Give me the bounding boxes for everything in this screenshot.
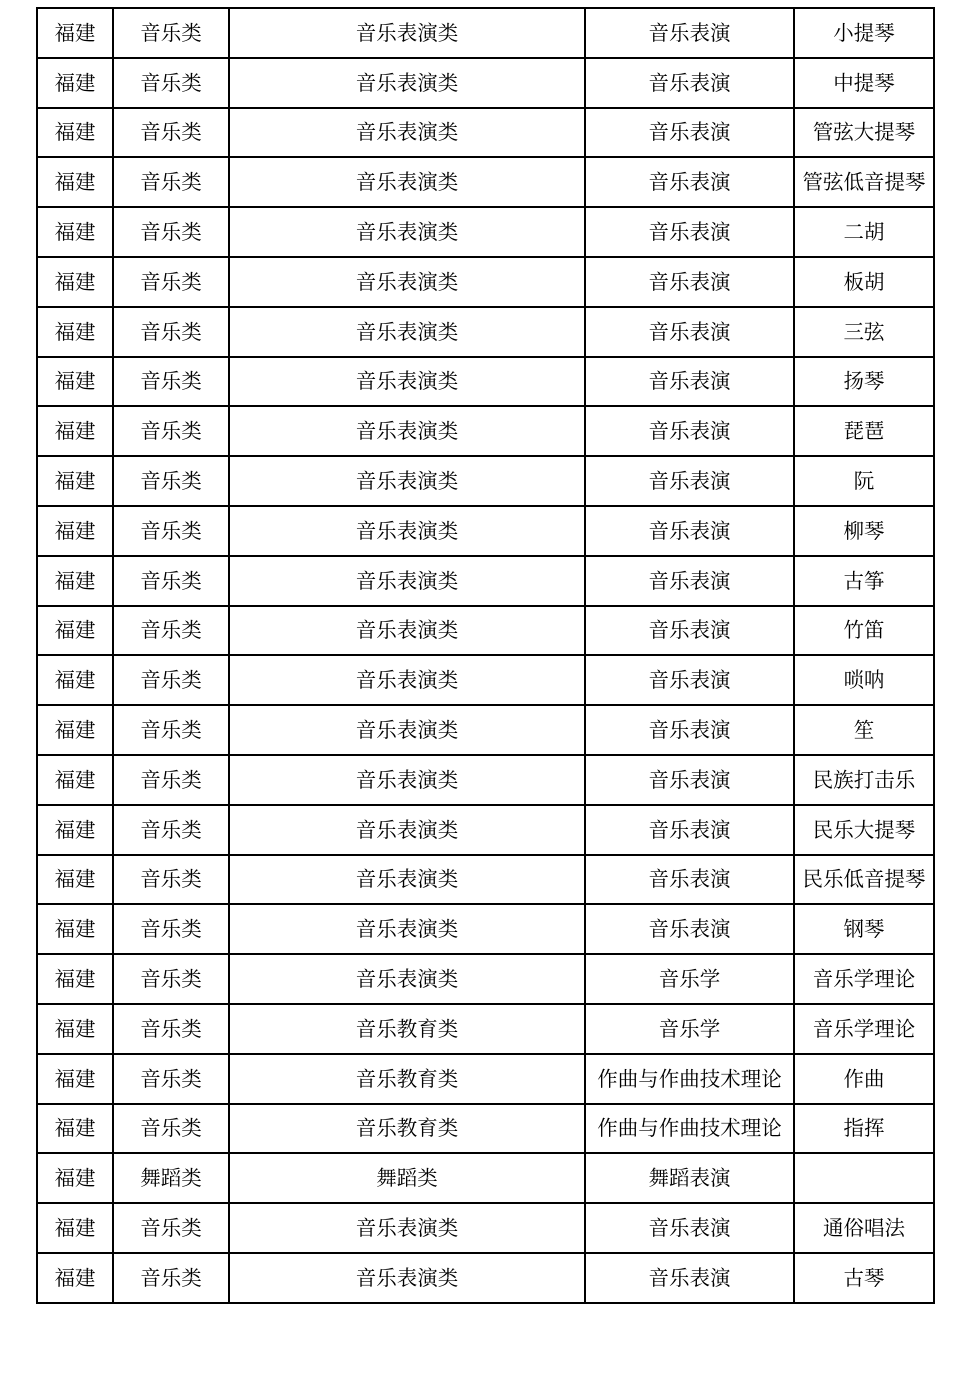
subcategory-cell: 音乐表演类 xyxy=(229,805,585,855)
major-cell: 音乐表演 xyxy=(585,8,794,58)
table-row xyxy=(37,855,934,905)
subcategory-cell: 音乐表演类 xyxy=(229,855,585,905)
category-cell: 音乐类 xyxy=(113,307,229,357)
category-cell: 音乐类 xyxy=(113,8,229,58)
instrument-cell: 琵琶 xyxy=(794,406,934,456)
category-cell: 音乐类 xyxy=(113,506,229,556)
major-cell: 音乐学 xyxy=(585,1004,794,1054)
table-body xyxy=(37,8,934,1303)
instrument-cell: 民族打击乐 xyxy=(794,755,934,805)
province-cell: 福建 xyxy=(37,58,113,108)
category-cell: 音乐类 xyxy=(113,1004,229,1054)
table-row xyxy=(37,108,934,158)
subcategory-cell: 音乐表演类 xyxy=(229,506,585,556)
instrument-cell: 作曲 xyxy=(794,1054,934,1104)
major-cell: 音乐表演 xyxy=(585,606,794,656)
subcategory-cell: 音乐表演类 xyxy=(229,257,585,307)
major-cell: 音乐表演 xyxy=(585,1203,794,1253)
category-cell: 音乐类 xyxy=(113,855,229,905)
subcategory-cell: 音乐表演类 xyxy=(229,307,585,357)
province-cell: 福建 xyxy=(37,456,113,506)
table-row xyxy=(37,1203,934,1253)
table-row xyxy=(37,456,934,506)
major-cell: 音乐表演 xyxy=(585,1253,794,1303)
instrument-cell: 管弦大提琴 xyxy=(794,108,934,158)
province-cell: 福建 xyxy=(37,357,113,407)
data-table xyxy=(36,7,935,1304)
table-row xyxy=(37,257,934,307)
province-cell: 福建 xyxy=(37,954,113,1004)
category-cell: 音乐类 xyxy=(113,655,229,705)
table-row xyxy=(37,406,934,456)
table-row xyxy=(37,655,934,705)
province-cell: 福建 xyxy=(37,1054,113,1104)
major-cell: 音乐表演 xyxy=(585,307,794,357)
subcategory-cell: 音乐教育类 xyxy=(229,1054,585,1104)
table-row xyxy=(37,1153,934,1203)
table-row xyxy=(37,506,934,556)
major-cell: 音乐表演 xyxy=(585,655,794,705)
instrument-cell: 指挥 xyxy=(794,1104,934,1154)
table-row xyxy=(37,805,934,855)
subcategory-cell: 音乐表演类 xyxy=(229,1203,585,1253)
major-cell: 音乐表演 xyxy=(585,855,794,905)
category-cell: 音乐类 xyxy=(113,1104,229,1154)
province-cell: 福建 xyxy=(37,1104,113,1154)
instrument-cell: 通俗唱法 xyxy=(794,1203,934,1253)
instrument-cell: 小提琴 xyxy=(794,8,934,58)
subcategory-cell: 音乐表演类 xyxy=(229,456,585,506)
major-cell: 音乐学 xyxy=(585,954,794,1004)
subcategory-cell: 音乐表演类 xyxy=(229,357,585,407)
table-row xyxy=(37,58,934,108)
province-cell: 福建 xyxy=(37,755,113,805)
table-row xyxy=(37,157,934,207)
category-cell: 音乐类 xyxy=(113,805,229,855)
instrument-cell: 笙 xyxy=(794,705,934,755)
major-cell: 音乐表演 xyxy=(585,108,794,158)
province-cell: 福建 xyxy=(37,1253,113,1303)
instrument-cell: 三弦 xyxy=(794,307,934,357)
major-cell: 作曲与作曲技术理论 xyxy=(585,1104,794,1154)
subcategory-cell: 音乐表演类 xyxy=(229,1253,585,1303)
subcategory-cell: 音乐教育类 xyxy=(229,1004,585,1054)
instrument-cell: 民乐大提琴 xyxy=(794,805,934,855)
province-cell: 福建 xyxy=(37,257,113,307)
province-cell: 福建 xyxy=(37,506,113,556)
category-cell: 音乐类 xyxy=(113,157,229,207)
instrument-cell: 唢呐 xyxy=(794,655,934,705)
province-cell: 福建 xyxy=(37,157,113,207)
instrument-cell: 柳琴 xyxy=(794,506,934,556)
province-cell: 福建 xyxy=(37,1004,113,1054)
category-cell: 音乐类 xyxy=(113,108,229,158)
major-cell: 音乐表演 xyxy=(585,456,794,506)
major-cell: 音乐表演 xyxy=(585,556,794,606)
category-cell: 音乐类 xyxy=(113,1203,229,1253)
major-cell: 音乐表演 xyxy=(585,207,794,257)
major-cell: 音乐表演 xyxy=(585,58,794,108)
instrument-cell: 板胡 xyxy=(794,257,934,307)
subcategory-cell: 音乐表演类 xyxy=(229,904,585,954)
table-row xyxy=(37,207,934,257)
major-cell: 音乐表演 xyxy=(585,805,794,855)
table-row xyxy=(37,1054,934,1104)
category-cell: 音乐类 xyxy=(113,406,229,456)
province-cell: 福建 xyxy=(37,307,113,357)
instrument-cell: 钢琴 xyxy=(794,904,934,954)
subcategory-cell: 音乐表演类 xyxy=(229,406,585,456)
category-cell: 音乐类 xyxy=(113,556,229,606)
category-cell: 音乐类 xyxy=(113,954,229,1004)
table-row xyxy=(37,904,934,954)
subcategory-cell: 音乐表演类 xyxy=(229,606,585,656)
subcategory-cell: 音乐教育类 xyxy=(229,1104,585,1154)
category-cell: 音乐类 xyxy=(113,1253,229,1303)
instrument-cell: 竹笛 xyxy=(794,606,934,656)
province-cell: 福建 xyxy=(37,705,113,755)
province-cell: 福建 xyxy=(37,805,113,855)
table-row xyxy=(37,1253,934,1303)
major-cell: 音乐表演 xyxy=(585,357,794,407)
major-cell: 音乐表演 xyxy=(585,904,794,954)
major-cell: 音乐表演 xyxy=(585,406,794,456)
instrument-cell: 古筝 xyxy=(794,556,934,606)
major-cell: 音乐表演 xyxy=(585,755,794,805)
subcategory-cell: 音乐表演类 xyxy=(229,755,585,805)
table-row xyxy=(37,1004,934,1054)
province-cell: 福建 xyxy=(37,904,113,954)
instrument-cell: 音乐学理论 xyxy=(794,1004,934,1054)
major-cell: 音乐表演 xyxy=(585,257,794,307)
province-cell: 福建 xyxy=(37,207,113,257)
subcategory-cell: 音乐表演类 xyxy=(229,58,585,108)
table-row xyxy=(37,705,934,755)
category-cell: 音乐类 xyxy=(113,257,229,307)
category-cell: 音乐类 xyxy=(113,1054,229,1104)
subcategory-cell: 音乐表演类 xyxy=(229,157,585,207)
table-row xyxy=(37,1104,934,1154)
category-cell: 音乐类 xyxy=(113,705,229,755)
province-cell: 福建 xyxy=(37,606,113,656)
subcategory-cell: 音乐表演类 xyxy=(229,705,585,755)
subcategory-cell: 音乐表演类 xyxy=(229,954,585,1004)
province-cell: 福建 xyxy=(37,556,113,606)
province-cell: 福建 xyxy=(37,8,113,58)
instrument-cell: 阮 xyxy=(794,456,934,506)
province-cell: 福建 xyxy=(37,108,113,158)
table-row xyxy=(37,954,934,1004)
province-cell: 福建 xyxy=(37,1153,113,1203)
category-cell: 音乐类 xyxy=(113,207,229,257)
instrument-cell: 管弦低音提琴 xyxy=(794,157,934,207)
category-cell: 音乐类 xyxy=(113,606,229,656)
table-row xyxy=(37,357,934,407)
table-row xyxy=(37,8,934,58)
major-cell: 作曲与作曲技术理论 xyxy=(585,1054,794,1104)
instrument-cell: 二胡 xyxy=(794,207,934,257)
major-cell: 音乐表演 xyxy=(585,705,794,755)
instrument-cell: 民乐低音提琴 xyxy=(794,855,934,905)
subcategory-cell: 音乐表演类 xyxy=(229,108,585,158)
subcategory-cell: 音乐表演类 xyxy=(229,8,585,58)
instrument-cell: 古琴 xyxy=(794,1253,934,1303)
subcategory-cell: 音乐表演类 xyxy=(229,207,585,257)
province-cell: 福建 xyxy=(37,406,113,456)
subcategory-cell: 舞蹈类 xyxy=(229,1153,585,1203)
subcategory-cell: 音乐表演类 xyxy=(229,556,585,606)
category-cell: 音乐类 xyxy=(113,58,229,108)
table-row xyxy=(37,307,934,357)
instrument-cell: 扬琴 xyxy=(794,357,934,407)
instrument-cell: 音乐学理论 xyxy=(794,954,934,1004)
major-cell: 音乐表演 xyxy=(585,157,794,207)
table-row xyxy=(37,556,934,606)
category-cell: 音乐类 xyxy=(113,357,229,407)
subcategory-cell: 音乐表演类 xyxy=(229,655,585,705)
major-cell: 舞蹈表演 xyxy=(585,1153,794,1203)
category-cell: 音乐类 xyxy=(113,755,229,805)
table-row xyxy=(37,606,934,656)
province-cell: 福建 xyxy=(37,1203,113,1253)
category-cell: 舞蹈类 xyxy=(113,1153,229,1203)
category-cell: 音乐类 xyxy=(113,904,229,954)
category-cell: 音乐类 xyxy=(113,456,229,506)
major-cell: 音乐表演 xyxy=(585,506,794,556)
instrument-cell xyxy=(794,1153,934,1203)
province-cell: 福建 xyxy=(37,655,113,705)
province-cell: 福建 xyxy=(37,855,113,905)
table-row xyxy=(37,755,934,805)
instrument-cell: 中提琴 xyxy=(794,58,934,108)
